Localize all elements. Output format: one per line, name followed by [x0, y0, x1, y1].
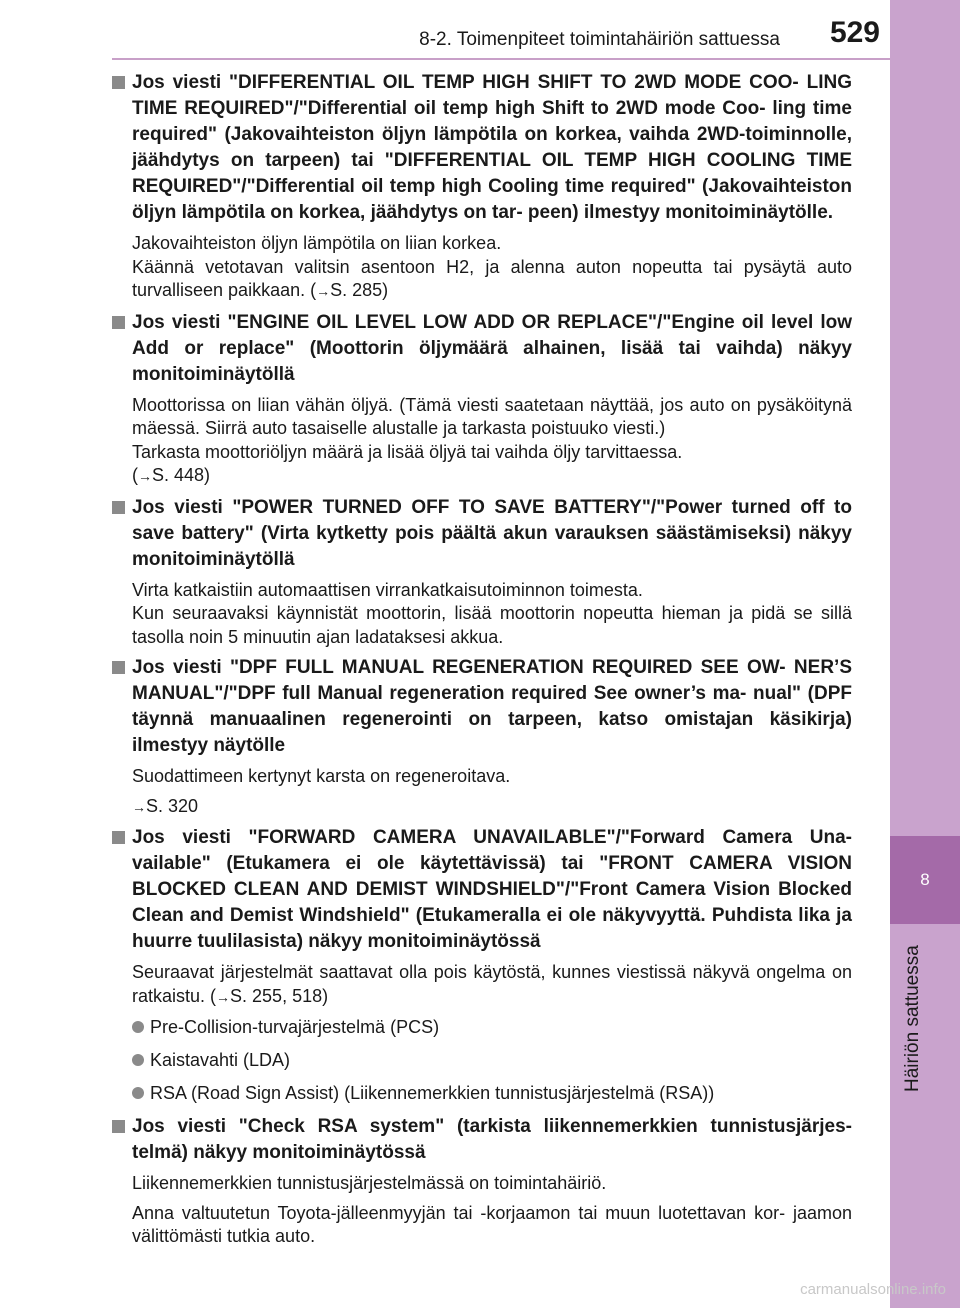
section-engine-oil — [112, 310, 852, 489]
paragraph — [112, 795, 852, 820]
paragraph: Liikennemerkkien tunnistusjärjestelmässä on toimintahäiriö. — [132, 1173, 607, 1193]
section-heading: Jos viesti "DIFFERENTIAL OIL TEMP HIGH SHIFT TO 2WD MODE COO- LING TIME REQUIRED"/"Differential oil temp high Shift to 2WD mode Coo- ling time required" (Jakovaihteiston öljyn lämpötila on korkea, vaihda 2WD-toiminnolle, jäähdytys on tarpeen) tai "DIFFERENTIAL OIL TEMP HIGH COOLING TIME REQUIRED"/"Differential oil temp high Cooling time required" (Jakovaihteiston öljyn lämpötila on korkea, jäähdytys on tar- peen) ilmestyy monitoiminäytölle. — [112, 70, 852, 226]
section-heading: Jos viesti "Check RSA system" (tarkista liikennemerkkien tunnistusjärjes- telmä) näkyy monitoiminäytössä — [112, 1114, 852, 1166]
section-heading: Jos viesti "POWER TURNED OFF TO SAVE BATTERY"/"Power turned off to save battery" (Virta kytketty pois päältä akun varauksen säästämiseksi) näkyy monitoiminäytöllä — [112, 495, 852, 573]
arrow-right-icon: → — [138, 468, 152, 484]
page-reference[interactable]: S. 285) — [330, 280, 389, 300]
round-bullet-icon — [132, 1054, 144, 1066]
section-dpf — [112, 655, 852, 819]
section-check-rsa — [112, 1114, 852, 1249]
arrow-right-icon: → — [132, 798, 146, 815]
arrow-right-icon: → — [216, 988, 231, 1005]
square-bullet-icon — [112, 1120, 125, 1133]
section-differential-oil — [112, 70, 852, 304]
page-content — [112, 70, 852, 1255]
square-bullet-icon — [112, 831, 125, 844]
paragraph: Jakovaihteiston öljyn lämpötila on liian korkea. Käännä vetotavan valitsin asentoon H2, ja alenna auton nopeutta tai pysäytä auto turvalliseen paikkaan. (→S. 285) — [132, 233, 852, 300]
chapter-label: Häiriön sattuessa — [902, 945, 923, 1092]
square-bullet-icon — [112, 316, 125, 329]
paragraph: Anna valtuutetun Toyota-jälleenmyyjän tai -korjaamon tai muun luotettavan kor- jaamon välittömästi tutkia auto. — [132, 1202, 852, 1246]
header-rule — [112, 58, 890, 60]
page-reference[interactable]: S. 320 — [146, 795, 199, 816]
square-bullet-icon — [112, 661, 125, 674]
square-bullet-icon — [112, 501, 125, 514]
list-item: RSA (Road Sign Assist) (Liikennemerkkien tunnistusjärjestelmä (RSA)) — [112, 1081, 852, 1105]
paragraph: Suodattimeen kertynyt karsta on regeneroitava. — [132, 766, 511, 786]
round-bullet-icon — [132, 1021, 144, 1033]
header-title: 8-2. Toimenpiteet toimintahäiriön sattuessa — [419, 29, 780, 50]
side-tab — [890, 0, 960, 1308]
arrow-right-icon: → — [316, 283, 331, 299]
page-reference[interactable]: S. 255, 518) — [230, 985, 329, 1006]
paragraph: Virta katkaistiin automaattisen virrankatkaisutoiminnon toimesta. Kun seuraavaksi käynnistät moottorin, lisää moottorin nopeutta hieman ja pidä se sillä tasolla noin 5 minuutin ajan ladataksesi akkua. — [132, 579, 852, 647]
page-number: 529 — [829, 16, 880, 49]
round-bullet-icon — [132, 1087, 144, 1099]
section-power-off — [112, 495, 852, 650]
square-bullet-icon — [112, 76, 125, 89]
section-forward-camera — [112, 825, 852, 1105]
section-heading: Jos viesti "DPF FULL MANUAL REGENERATION REQUIRED SEE OW- NER’S MANUAL"/"DPF full Manual regeneration required See owner’s ma- nual" (DPF täynnä manuaalinen regenerointi on tarpeen, katso omistajan käsikirja) ilmestyy näytölle — [112, 655, 852, 759]
list-item: Kaistavahti (LDA) — [112, 1048, 852, 1072]
list-item: Pre-Collision-turvajärjestelmä (PCS) — [112, 1015, 852, 1039]
watermark: carmanualsonline.info — [800, 1281, 946, 1298]
section-heading: Jos viesti "FORWARD CAMERA UNAVAILABLE"/"Forward Camera Una- vailable" (Etukamera ei ole käytettävissä) tai "FRONT CAMERA VISION BLOCKED CLEAN AND DEMIST WINDSHIELD"/"Front Camera Vision Blocked Clean and Demist Windshield" (Etukameralla ei ole näkyvyyttä. Puhdista lika ja huurre tuulilasista) näkyy monitoiminäytössä — [112, 825, 852, 955]
section-heading: Jos viesti "ENGINE OIL LEVEL LOW ADD OR REPLACE"/"Engine oil level low Add or replace" (Moottorin öljymäärä alhainen, lisää tai vaihda) näkyy monitoiminäytöllä — [112, 310, 852, 388]
chapter-number: 8 — [890, 836, 960, 924]
paragraph: Moottorissa on liian vähän öljyä. (Tämä viesti saatetaan näyttää, jos auto on pysäköitynä mäessä. Siirrä auto tasaiselle alustalle ja tarkasta poistuuko viesti.) Tarkasta moottoriöljyn määrä ja lisää öljyä tai vaihda öljy tarvittaessa. (→S. 448) — [132, 394, 852, 485]
paragraph: Seuraavat järjestelmät saattavat olla pois käytöstä, kunnes viestissä näkyvä ongelma on ratkaistu. (→S. 255, 518) — [132, 962, 852, 1006]
page-header — [0, 0, 890, 60]
page-reference[interactable]: S. 448) — [152, 465, 211, 485]
